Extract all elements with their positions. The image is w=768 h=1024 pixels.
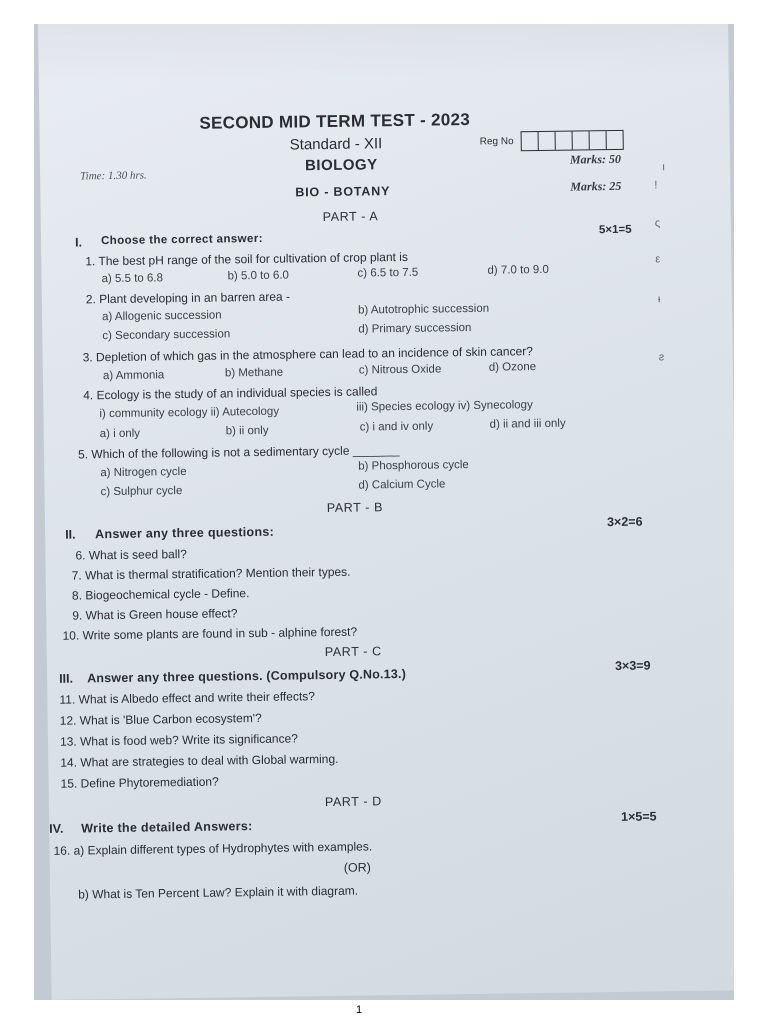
- q2-option-d: d) Primary succession: [358, 321, 472, 336]
- question-15: 15. Define Phytoremediation?: [60, 774, 219, 791]
- q3-option-b: b) Methane: [224, 366, 284, 380]
- q3-option-a: a) Ammonia: [102, 369, 165, 383]
- q1-option-c: c) 6.5 to 7.5: [357, 266, 419, 280]
- section-i-marks: 5×1=5: [598, 223, 632, 237]
- margin-mark: !: [654, 179, 658, 192]
- marks-botany: Marks: 25: [570, 178, 622, 194]
- section-iii-marks: 3×3=9: [614, 658, 651, 674]
- q1-option-a: a) 5.5 to 6.8: [101, 272, 164, 286]
- question-11: 11. What is Albedo effect and write their effects?: [59, 689, 315, 707]
- section-i-number: I.: [74, 235, 83, 250]
- sub-subject-title: BIO - BOTANY: [295, 184, 391, 200]
- q5-option-b: b) Phosphorous cycle: [358, 459, 469, 473]
- question-paper: [38, 24, 734, 1000]
- q5-option-a: a) Nitrogen cycle: [100, 465, 187, 480]
- margin-mark: ε: [655, 253, 661, 266]
- q2-option-c: c) Secondary succession: [102, 328, 231, 343]
- question-13: 13. What is food web? Write its significance?: [59, 731, 298, 749]
- section-iv-instruction: Write the detailed Answers:: [81, 819, 253, 836]
- subject-title: BIOLOGY: [304, 156, 378, 175]
- q1-option-b: b) 5.0 to 6.0: [227, 269, 289, 283]
- q4-statements-1: i) community ecology ii) Autecology: [99, 405, 280, 421]
- question-1: 1. The best pH range of the soil for cultivation of crop plant is: [85, 249, 409, 269]
- question-4: 4. Ecology is the study of an individual species is called: [83, 384, 378, 403]
- q2-option-a: a) Allogenic succession: [102, 309, 222, 324]
- section-ii-instruction: Answer any three questions:: [95, 524, 275, 542]
- question-8: 8. Biogeochemical cycle - Define.: [71, 586, 250, 603]
- time-allowed: Time: 1.30 hrs.: [80, 169, 147, 183]
- margin-mark: ƨ: [658, 351, 665, 364]
- question-16a: 16. a) Explain different types of Hydrophytes with examples.: [53, 839, 373, 858]
- q3-option-c: c) Nitrous Oxide: [358, 363, 442, 377]
- part-c-heading: PART - C: [324, 644, 382, 660]
- question-7: 7. What is thermal stratification? Mention their types.: [71, 564, 351, 583]
- q4-option-c: c) i and iv only: [359, 420, 434, 434]
- part-a-heading: PART - A: [322, 209, 379, 225]
- question-5: 5. Which of the following is not a sedimentary cycle _______: [77, 442, 400, 462]
- part-d-heading: PART - D: [324, 794, 382, 810]
- standard-label: Standard - XII: [289, 135, 383, 154]
- q5-option-c: c) Sulphur cycle: [100, 485, 183, 499]
- reg-no-field: [480, 130, 624, 152]
- margin-mark: ς: [654, 217, 661, 230]
- q2-option-b: b) Autotrophic succession: [357, 302, 490, 317]
- question-9: 9. What is Green house effect?: [72, 606, 238, 623]
- question-2: 2. Plant developing in an barren area -: [85, 289, 291, 307]
- q4-option-b: b) ii only: [225, 424, 269, 438]
- section-iv-number: IV.: [49, 821, 64, 836]
- q3-option-d: d) Ozone: [488, 361, 537, 374]
- section-ii-marks: 3×2=6: [606, 514, 643, 530]
- page-number: 1: [356, 1004, 363, 1016]
- exam-title: SECOND MID TERM TEST - 2023: [199, 109, 471, 133]
- question-6: 6. What is seed ball?: [75, 546, 187, 563]
- q5-option-d: d) Calcium Cycle: [358, 478, 446, 492]
- question-10: 10. Write some plants are found in sub - alphine forest?: [62, 624, 358, 643]
- or-separator: (OR): [343, 860, 371, 875]
- question-3: 3. Depletion of which gas in the atmosphere can lead to an incidence of skin cancer?: [82, 344, 533, 365]
- photo-background: [34, 24, 734, 1000]
- section-ii-number: II.: [65, 527, 76, 542]
- section-iv-marks: 1×5=5: [621, 809, 657, 824]
- margin-mark: ᵻ: [657, 293, 661, 306]
- question-12: 12. What is 'Blue Carbon ecosystem'?: [59, 710, 262, 728]
- reg-no-boxes: [520, 130, 623, 151]
- section-iii-number: III.: [59, 671, 74, 686]
- section-i-instruction: Choose the correct answer:: [100, 232, 263, 248]
- reg-no-label: Reg No: [479, 136, 514, 148]
- margin-mark: ı: [661, 161, 666, 174]
- q4-statements-2: iii) Species ecology iv) Synecology: [356, 399, 533, 414]
- q4-option-a: a) i only: [99, 427, 141, 441]
- marks-total: Marks: 50: [569, 151, 622, 167]
- part-b-heading: PART - B: [326, 500, 384, 516]
- question-14: 14. What are strategies to deal with Global warming.: [60, 751, 339, 770]
- section-iii-instruction: Answer any three questions. (Compulsory Q.No.13.): [87, 666, 407, 686]
- question-16b: b) What is Ten Percent Law? Explain it with diagram.: [78, 883, 359, 902]
- q1-option-d: d) 7.0 to 9.0: [487, 263, 549, 277]
- q4-option-d: d) ii and iii only: [489, 417, 566, 431]
